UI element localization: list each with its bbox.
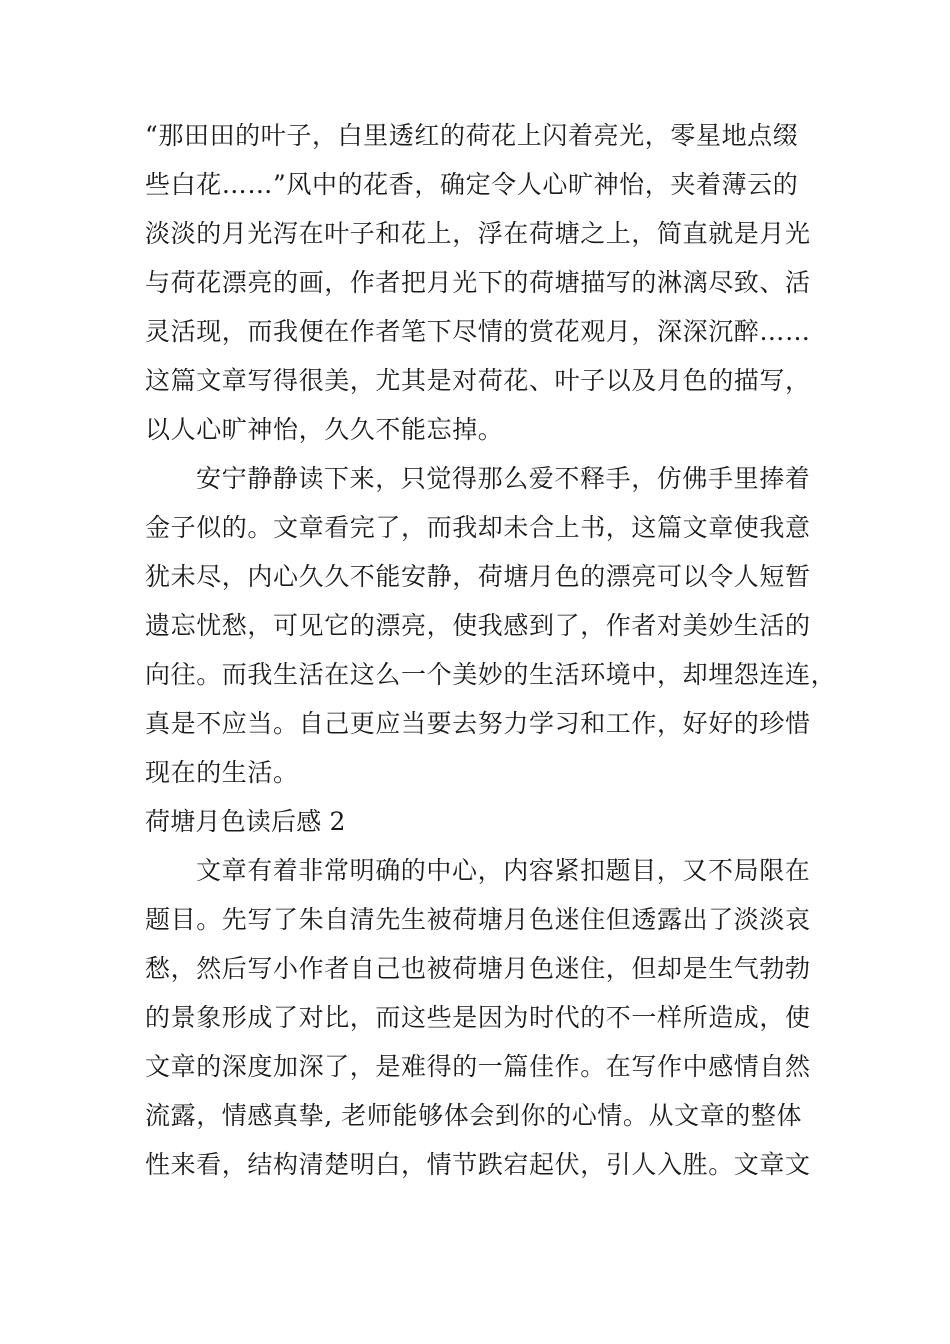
paragraph-line: 真是不应当。自己更应当要去努力学习和工作，好好的珍惜 <box>145 709 811 738</box>
paragraph-line: 向往。而我生活在这么一个美妙的生活环境中，却埋怨连连， <box>145 660 837 689</box>
paragraph-3 <box>145 846 825 1189</box>
paragraph-line: 金子似的。文章看完了，而我却未合上书，这篇文章使我意 <box>145 513 811 542</box>
paragraph-line: 这篇文章写得很美，尤其是对荷花、叶子以及月色的描写， <box>145 366 811 395</box>
paragraph-line: 犹未尽，内心久久不能安静，荷塘月色的漂亮可以令人短暂 <box>145 562 811 591</box>
paragraph-line: 安宁静静读下来，只觉得那么爱不释手，仿佛手里捧着 <box>196 464 811 493</box>
paragraph-line: “那田田的叶子，白里透红的荷花上闪着亮光，零星地点缀 <box>145 121 799 150</box>
paragraph-line: 性来看，结构清楚明白，情节跌宕起伏，引人入胜。文章文 <box>145 1150 811 1179</box>
paragraph-line: 现在的生活。 <box>145 758 299 787</box>
paragraph-line: 题目。先写了朱自清先生被荷塘月色迷住但透露出了淡淡哀 <box>145 905 811 934</box>
paragraph-line: 以人心旷神怡，久久不能忘掉。 <box>145 415 504 444</box>
paragraph-line: 淡淡的月光泻在叶子和花上，浮在荷塘之上，简直就是月光 <box>145 219 811 248</box>
paragraph-line: 灵活现，而我便在作者笔下尽情的赏花观月，深深沉醉…… <box>145 317 811 346</box>
paragraph-line: 些白花……”风中的花香，确定令人心旷神怡，夹着薄云的 <box>145 170 799 199</box>
paragraph-line: 的景象形成了对比，而这些是因为时代的不一样所造成，使 <box>145 1003 811 1032</box>
paragraph-2 <box>145 454 837 797</box>
paragraph-line: 遗忘忧愁，可见它的漂亮，使我感到了，作者对美妙生活的 <box>145 611 811 640</box>
section-heading: 荷塘月色读后感 2 <box>145 807 346 836</box>
document-body <box>145 111 837 1189</box>
paragraph-line: 愁，然后写小作者自己也被荷塘月色迷住，但却是生气勃勃 <box>145 954 811 983</box>
paragraph-line: 文章的深度加深了，是难得的一篇佳作。在写作中感情自然 <box>145 1052 811 1081</box>
paragraph-line: 与荷花漂亮的画，作者把月光下的荷塘描写的淋漓尽致、活 <box>145 268 811 297</box>
paragraph-1 <box>145 111 825 454</box>
paragraph-line: 文章有着非常明确的中心，内容紧扣题目，又不局限在 <box>196 856 811 885</box>
paragraph-line: 流露，情感真挚, 老师能够体会到你的心情。从文章的整体 <box>145 1101 803 1130</box>
